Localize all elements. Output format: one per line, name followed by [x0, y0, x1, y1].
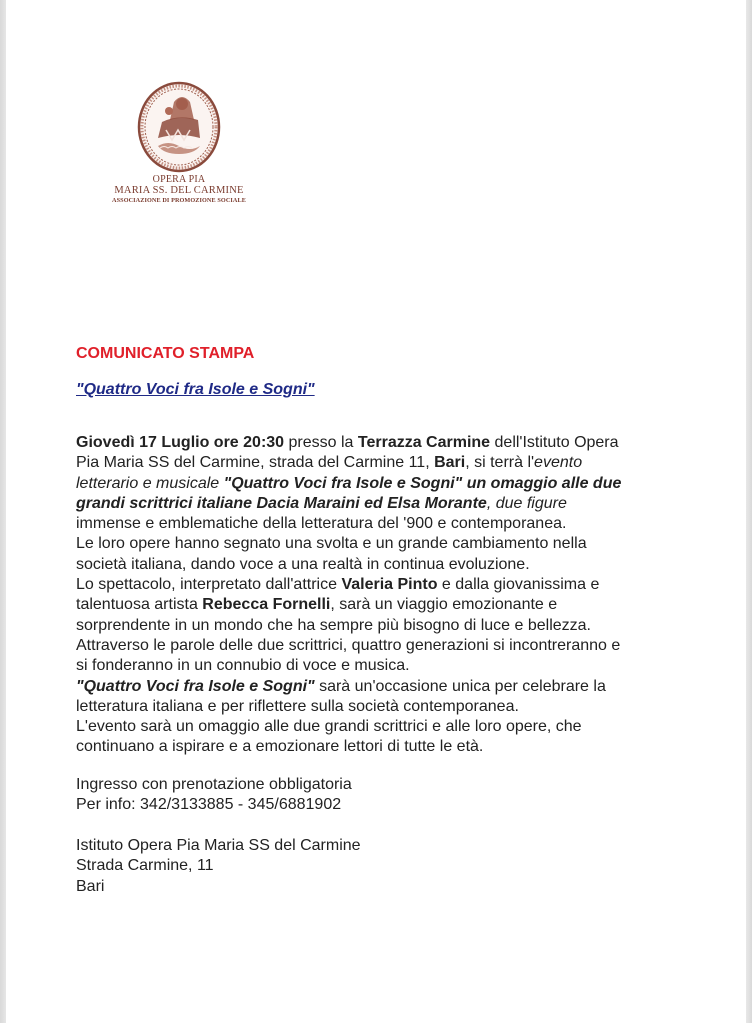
body-line — [76, 433, 716, 453]
logo-title-line1: OPERA PIA — [152, 174, 206, 185]
event-title-link[interactable]: "Quattro Voci fra Isole e Sogni" — [76, 381, 315, 398]
address-city: Bari — [76, 877, 105, 895]
page-edge-right — [746, 0, 752, 1023]
press-release-body — [76, 433, 716, 758]
body-line — [76, 575, 716, 595]
body-line: Le loro opere hanno segnato una svolta e un grande cambiamento nella — [76, 535, 587, 553]
body-line — [76, 595, 716, 615]
body-text-fragment: letterario e musicale — [76, 474, 224, 492]
venue-address — [76, 836, 361, 897]
body-text-fragment: Pia Maria SS del Carmine, strada del Carmine 11, — [76, 454, 435, 472]
writers-names: grandi scrittrici italiane Dacia Maraini ed Elsa Morante — [76, 494, 487, 512]
body-line — [76, 677, 716, 697]
contact-phones: Per info: 342/3133885 - 345/6881902 — [76, 796, 342, 814]
press-release-heading: COMUNICATO STAMPA — [76, 345, 255, 362]
logo-title-line2: MARIA SS. DEL CARMINE — [114, 185, 244, 196]
organization-logo — [84, 80, 274, 212]
body-line: Attraverso le parole delle due scrittrici, quattro generazioni si incontreranno e — [76, 636, 621, 654]
event-title-inline: "Quattro Voci fra Isole e Sogni" un omaggio alle due — [223, 474, 622, 492]
event-city: Bari — [434, 454, 466, 472]
document-page — [6, 0, 746, 1023]
address-name: Istituto Opera Pia Maria SS del Carmine — [76, 837, 361, 854]
address-street: Strada Carmine, 11 — [76, 857, 214, 875]
body-line: continuano a ispirare e a emozionare lettori di tutte le età. — [76, 738, 484, 756]
artist-name: Rebecca Fornelli — [202, 596, 331, 614]
body-text-fragment: e dalla giovanissima e — [437, 576, 600, 594]
logo-subtitle: ASSOCIAZIONE DI PROMOZIONE SOCIALE — [112, 197, 246, 204]
body-text-fragment: , due figure — [486, 494, 567, 512]
body-text-fragment: sarà un'occasione unica per celebrare la — [314, 677, 606, 695]
body-text-fragment: evento — [534, 454, 583, 472]
body-text-fragment: dell'Istituto Opera — [490, 434, 619, 451]
seal-emblem-icon — [136, 80, 222, 174]
event-venue: Terrazza Carmine — [357, 434, 491, 451]
body-line: letteratura italiana e per riflettere sulla società contemporanea. — [76, 697, 519, 715]
body-line: sorprendente in un mondo che ha sempre più bisogno di luce e bellezza. — [76, 616, 591, 634]
body-line: immense e emblematiche della letteratura del '900 e contemporanea. — [76, 515, 567, 533]
event-date: Giovedì 17 Luglio ore 20:30 — [76, 434, 285, 451]
actress-name: Valeria Pinto — [341, 576, 438, 594]
body-text-fragment: , sarà un viaggio emozionante e — [330, 596, 558, 614]
body-line — [76, 474, 716, 494]
body-text-fragment: Lo spettacolo, interpretato dall'attrice — [76, 576, 342, 594]
event-title-inline: "Quattro Voci fra Isole e Sogni" — [76, 677, 315, 695]
booking-info — [76, 775, 352, 816]
body-text-fragment: , si terrà l' — [465, 454, 535, 472]
body-line — [76, 494, 716, 514]
body-line: si fonderanno in un connubio di voce e musica. — [76, 657, 410, 675]
body-line: società italiana, dando voce a una realtà in continua evoluzione. — [76, 555, 530, 573]
body-line: L'evento sarà un omaggio alle due grandi scrittrici e alle loro opere, che — [76, 718, 582, 736]
body-text-fragment: talentuosa artista — [76, 596, 203, 614]
body-line — [76, 453, 716, 473]
body-text-fragment: presso la — [284, 434, 358, 451]
booking-note: Ingresso con prenotazione obbligatoria — [76, 776, 352, 793]
